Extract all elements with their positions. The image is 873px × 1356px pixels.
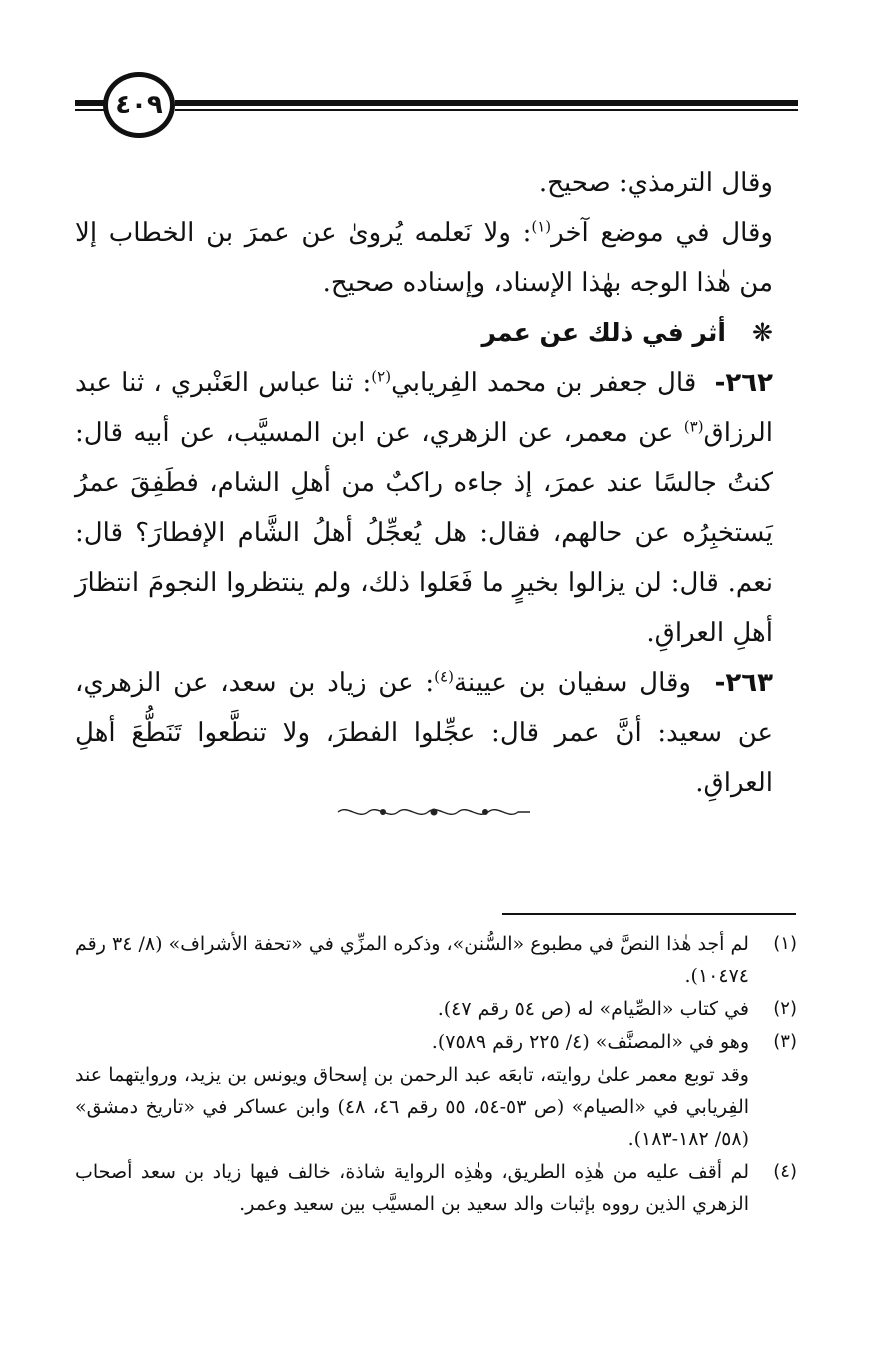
footnote-mark [749, 1059, 797, 1155]
footnote-continuation [75, 1059, 797, 1155]
text-line: وقال الترمذي: صحيح. [538, 168, 773, 198]
footnote-text: وقد توبع معمر علىٰ روايته، تابعَه عبد الرحمن بن إسحاق ويونس بن يزيد، وروايتهما عند الفِريابي في «الصيام» (ص ٥٣-٥٤، ٥٥ رقم ٤٦، ٤٨) وابن عساكر في «تاريخ دمشق» (٥٨/ ١٨٢-١٨٣). [75, 1064, 750, 1150]
footnote-text: في كتاب «الصِّيام» له (ص ٥٤ رقم ٤٧). [437, 998, 749, 1020]
item-number: ٢٦٣- [714, 668, 773, 698]
text-run: : ثنا عباس العَنْبري ، ثنا عبد الرزاق [75, 368, 773, 448]
ornament-icon [336, 802, 532, 822]
footnote-text: لم أجد هٰذا النصَّ في مطبوع «السُّنن»، وذكره المزِّي في «تحفة الأشراف» (٨/ ٣٤ رقم ١٠٤٧٤). [75, 933, 749, 987]
footnote-ref: (٤) [434, 667, 454, 686]
page-number-ornament [103, 72, 175, 138]
heading-text: أثر في ذلك عن عمر [481, 318, 726, 347]
page-number: ٤٠٩ [115, 90, 163, 120]
footnote [75, 1156, 797, 1220]
text-run: وقال في موضع آخر [551, 218, 773, 248]
footnote-ref: (٣) [683, 417, 704, 436]
footnote [75, 928, 797, 992]
footnote-ref: (٢) [371, 367, 392, 386]
footnote-text: لم أقف عليه من هٰذِه الطريق، وهٰذِه الرواية شاذة، خالف فيها زياد بن سعد أصحاب الزهري الذين رووه بإثبات والد سعيد بن المسيَّب بين سعيد وعمر. [75, 1161, 749, 1215]
text-run: : عن زياد بن سعد، عن الزهري، عن سعيد: أنَّ عمر قال: عجِّلوا الفطرَ، ولا تنطَّعوا تَنَطُّعَ أهلِ العراقِ. [75, 668, 773, 798]
footnote-rule [502, 913, 796, 915]
paragraph-263 [75, 658, 797, 808]
footnote-mark: (١) [773, 933, 797, 954]
item-number: ٢٦٢- [714, 368, 773, 398]
main-text [75, 158, 797, 808]
footnote [75, 1026, 797, 1058]
paragraph [75, 158, 797, 208]
text-run: : ولا نَعلمه يُروىٰ عن عمرَ بن الخطاب إلا من هٰذا الوجه بهٰذا الإسناد، وإسناده صحيح. [75, 218, 773, 298]
divider-ornament [336, 802, 532, 822]
header-rule [175, 100, 798, 112]
section-heading [75, 308, 797, 358]
paragraph [75, 208, 797, 308]
footnote-mark: (٤) [773, 1161, 797, 1182]
footnotes [75, 928, 797, 1221]
footnote-mark: (٢) [773, 998, 797, 1019]
paragraph-262 [75, 358, 797, 658]
text-run: قال جعفر بن محمد الفِريابي [391, 368, 697, 398]
footnote-ref: (١) [531, 217, 552, 236]
text-run: وقال سفيان بن عيينة [453, 668, 691, 698]
footnote-mark: (٣) [773, 1031, 797, 1052]
footnote [75, 993, 797, 1025]
text-run: عن معمر، عن الزهري، عن ابن المسيَّب، عن أبيه قال: كنتُ جالسًا عند عمرَ، إذ جاءه راكبٌ من أهلِ الشام، فطَفِقَ عمرُ يَستخبِرُه عن حالهم، فقال: هل يُعجِّلُ أهلُ الشَّام الإفطارَ؟ قال: نعم. قال: لن يزالوا بخيرٍ ما فَعَلوا ذلك، ولم ينتظروا النجومَ انتظارَ أهلِ العراقِ. [75, 418, 774, 648]
footnote-text: وهو في «المصنَّف» (٤/ ٢٢٥ رقم ٧٥٨٩). [431, 1031, 749, 1053]
star-icon: ❋ [752, 318, 773, 347]
header-rule-left [75, 100, 105, 112]
